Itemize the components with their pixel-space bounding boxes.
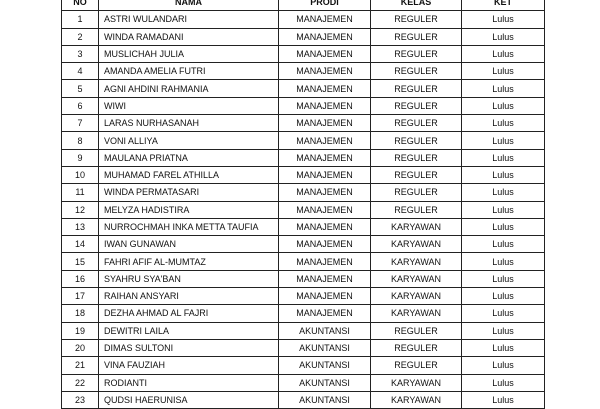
cell-ket: Lulus <box>462 391 545 408</box>
cell-prodi: AKUNTANSI <box>279 322 371 339</box>
cell-nama: ASTRI WULANDARI <box>99 11 279 28</box>
document-page <box>61 0 544 409</box>
cell-kelas: REGULER <box>371 63 462 80</box>
cell-prodi: MANAJEMEN <box>279 63 371 80</box>
cell-nama: AMANDA AMELIA FUTRI <box>99 63 279 80</box>
cell-ket: Lulus <box>462 28 545 45</box>
cell-no: 12 <box>62 201 99 218</box>
cell-ket: Lulus <box>462 149 545 166</box>
cell-ket: Lulus <box>462 288 545 305</box>
cell-ket: Lulus <box>462 322 545 339</box>
cell-kelas: REGULER <box>371 11 462 28</box>
cell-prodi: AKUNTANSI <box>279 391 371 408</box>
cell-kelas: REGULER <box>371 339 462 356</box>
cell-no: 15 <box>62 253 99 270</box>
cell-prodi: AKUNTANSI <box>279 339 371 356</box>
cell-no: 14 <box>62 236 99 253</box>
cell-prodi: MANAJEMEN <box>279 236 371 253</box>
cell-nama: WIWI <box>99 97 279 114</box>
table-row <box>62 166 545 183</box>
cell-prodi: MANAJEMEN <box>279 28 371 45</box>
cell-nama: QUDSI HAERUNISA <box>99 391 279 408</box>
cell-kelas: REGULER <box>371 166 462 183</box>
table-row <box>62 218 545 235</box>
cell-prodi: AKUNTANSI <box>279 374 371 391</box>
cell-no: 11 <box>62 184 99 201</box>
cell-no: 3 <box>62 45 99 62</box>
cell-nama: FAHRI AFIF AL-MUMTAZ <box>99 253 279 270</box>
cell-kelas: REGULER <box>371 357 462 374</box>
cell-no: 20 <box>62 339 99 356</box>
cell-ket: Lulus <box>462 253 545 270</box>
cell-kelas: KARYAWAN <box>371 236 462 253</box>
cell-nama: RODIANTI <box>99 374 279 391</box>
table-body <box>62 11 545 409</box>
cell-ket: Lulus <box>462 80 545 97</box>
cell-nama: MUHAMAD FAREL ATHILLA <box>99 166 279 183</box>
cell-ket: Lulus <box>462 97 545 114</box>
table-row <box>62 28 545 45</box>
cell-nama: MELYZA HADISTIRA <box>99 201 279 218</box>
cell-prodi: MANAJEMEN <box>279 45 371 62</box>
table-row <box>62 63 545 80</box>
cell-ket: Lulus <box>462 166 545 183</box>
graduation-table <box>61 0 545 409</box>
table-row <box>62 80 545 97</box>
cell-kelas: REGULER <box>371 115 462 132</box>
cell-prodi: AKUNTANSI <box>279 357 371 374</box>
cell-no: 10 <box>62 166 99 183</box>
cell-ket: Lulus <box>462 339 545 356</box>
cell-no: 9 <box>62 149 99 166</box>
cell-kelas: KARYAWAN <box>371 374 462 391</box>
table-row <box>62 97 545 114</box>
table-row <box>62 132 545 149</box>
table-row <box>62 374 545 391</box>
cell-nama: MAULANA PRIATNA <box>99 149 279 166</box>
header-no: NO <box>62 0 99 11</box>
cell-nama: DEWITRI LAILA <box>99 322 279 339</box>
cell-prodi: MANAJEMEN <box>279 115 371 132</box>
cell-nama: MUSLICHAH JULIA <box>99 45 279 62</box>
cell-kelas: KARYAWAN <box>371 270 462 287</box>
cell-ket: Lulus <box>462 201 545 218</box>
header-nama: NAMA <box>99 0 279 11</box>
cell-no: 23 <box>62 391 99 408</box>
cell-kelas: KARYAWAN <box>371 253 462 270</box>
cell-ket: Lulus <box>462 374 545 391</box>
table-row <box>62 270 545 287</box>
cell-ket: Lulus <box>462 115 545 132</box>
cell-prodi: MANAJEMEN <box>279 305 371 322</box>
cell-no: 2 <box>62 28 99 45</box>
table-row <box>62 11 545 28</box>
table-row <box>62 149 545 166</box>
cell-kelas: KARYAWAN <box>371 391 462 408</box>
cell-kelas: KARYAWAN <box>371 218 462 235</box>
cell-kelas: REGULER <box>371 97 462 114</box>
header-ket: KET <box>462 0 545 11</box>
table-row <box>62 305 545 322</box>
cell-kelas: REGULER <box>371 149 462 166</box>
table-row <box>62 322 545 339</box>
cell-prodi: MANAJEMEN <box>279 184 371 201</box>
cell-kelas: REGULER <box>371 45 462 62</box>
cell-nama: DEZHA AHMAD AL FAJRI <box>99 305 279 322</box>
cell-prodi: MANAJEMEN <box>279 218 371 235</box>
table-row <box>62 115 545 132</box>
table-row <box>62 45 545 62</box>
cell-kelas: REGULER <box>371 201 462 218</box>
cell-nama: IWAN GUNAWAN <box>99 236 279 253</box>
cell-nama: NURROCHMAH INKA METTA TAUFIA <box>99 218 279 235</box>
cell-prodi: MANAJEMEN <box>279 166 371 183</box>
cell-prodi: MANAJEMEN <box>279 132 371 149</box>
cell-nama: SYAHRU SYA'BAN <box>99 270 279 287</box>
cell-ket: Lulus <box>462 45 545 62</box>
cell-no: 5 <box>62 80 99 97</box>
header-prodi: PRODI <box>279 0 371 11</box>
cell-no: 22 <box>62 374 99 391</box>
cell-no: 7 <box>62 115 99 132</box>
cell-nama: LARAS NURHASANAH <box>99 115 279 132</box>
cell-nama: WINDA PERMATASARI <box>99 184 279 201</box>
cell-kelas: REGULER <box>371 184 462 201</box>
table-row <box>62 184 545 201</box>
cell-ket: Lulus <box>462 236 545 253</box>
cell-no: 19 <box>62 322 99 339</box>
cell-nama: WINDA RAMADANI <box>99 28 279 45</box>
cell-nama: VINA FAUZIAH <box>99 357 279 374</box>
cell-nama: AGNI AHDINI RAHMANIA <box>99 80 279 97</box>
cell-prodi: MANAJEMEN <box>279 97 371 114</box>
cell-kelas: REGULER <box>371 132 462 149</box>
cell-ket: Lulus <box>462 270 545 287</box>
cell-nama: DIMAS SULTONI <box>99 339 279 356</box>
table-row <box>62 253 545 270</box>
cell-kelas: REGULER <box>371 80 462 97</box>
cell-prodi: MANAJEMEN <box>279 288 371 305</box>
cell-prodi: MANAJEMEN <box>279 253 371 270</box>
cell-no: 1 <box>62 11 99 28</box>
cell-ket: Lulus <box>462 132 545 149</box>
cell-kelas: REGULER <box>371 322 462 339</box>
cell-kelas: REGULER <box>371 28 462 45</box>
cell-prodi: MANAJEMEN <box>279 201 371 218</box>
table-row <box>62 339 545 356</box>
cell-ket: Lulus <box>462 305 545 322</box>
cell-no: 13 <box>62 218 99 235</box>
cell-ket: Lulus <box>462 357 545 374</box>
cell-prodi: MANAJEMEN <box>279 80 371 97</box>
cell-nama: VONI ALLIYA <box>99 132 279 149</box>
cell-no: 21 <box>62 357 99 374</box>
cell-nama: RAIHAN ANSYARI <box>99 288 279 305</box>
cell-ket: Lulus <box>462 218 545 235</box>
cell-no: 6 <box>62 97 99 114</box>
cell-no: 17 <box>62 288 99 305</box>
header-kelas: KELAS <box>371 0 462 11</box>
cell-ket: Lulus <box>462 11 545 28</box>
cell-kelas: KARYAWAN <box>371 305 462 322</box>
table-row <box>62 357 545 374</box>
cell-prodi: MANAJEMEN <box>279 149 371 166</box>
cell-prodi: MANAJEMEN <box>279 11 371 28</box>
cell-prodi: MANAJEMEN <box>279 270 371 287</box>
cell-ket: Lulus <box>462 184 545 201</box>
table-row <box>62 236 545 253</box>
cell-no: 16 <box>62 270 99 287</box>
cell-no: 4 <box>62 63 99 80</box>
table-header-row <box>62 0 545 11</box>
cell-no: 8 <box>62 132 99 149</box>
cell-kelas: KARYAWAN <box>371 288 462 305</box>
table-row <box>62 201 545 218</box>
table-row <box>62 288 545 305</box>
cell-no: 18 <box>62 305 99 322</box>
cell-ket: Lulus <box>462 63 545 80</box>
